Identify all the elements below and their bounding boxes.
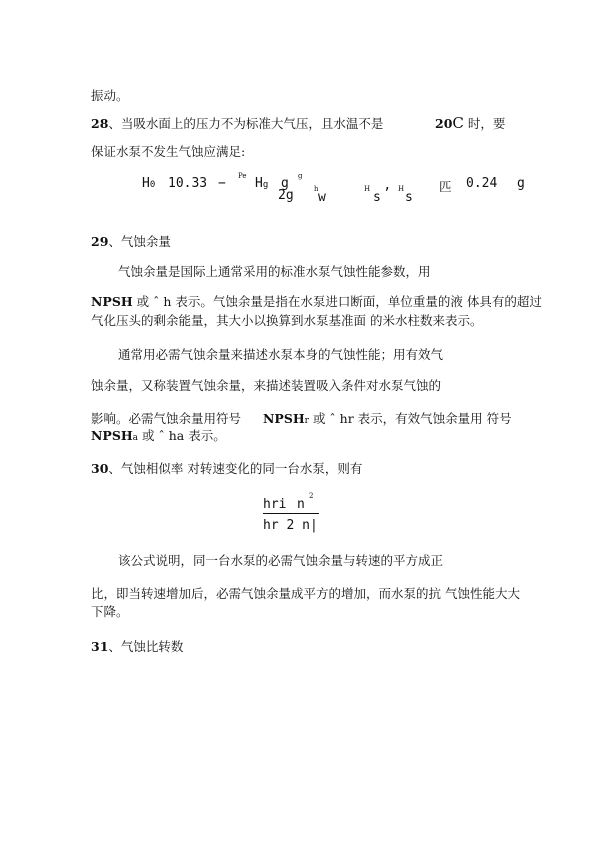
temperature-text — [435, 114, 505, 132]
formula-minus: − — [218, 176, 226, 191]
formula-s: s — [405, 190, 413, 205]
text-line: 蚀余量，又称装置气蚀余量，来描述装置吸入条件对水泵气蚀的 — [91, 378, 442, 393]
formula-comma: ’ — [383, 186, 391, 201]
formula-Hg: Hg — [255, 176, 269, 191]
formula-g: g — [281, 176, 289, 191]
section-number: 31 — [91, 639, 109, 654]
formula-constant: 10.33 — [168, 176, 208, 191]
formula-g-sup: g — [298, 172, 303, 180]
text-line: NPSHa 或 ˆ ha 表示。 — [91, 428, 226, 443]
formula-H0: H0 — [142, 176, 156, 191]
section-number: 28 — [91, 116, 109, 131]
section-29-heading — [91, 232, 171, 250]
text: 时，要 — [467, 116, 506, 131]
text-line: 下降。 — [91, 604, 129, 619]
formula-2g: 2g — [278, 188, 294, 203]
text-line: NPSHr 或 ˆ hr 表示，有效气蚀余量用 符号 — [263, 411, 512, 426]
section-title: 、气蚀比转数 — [108, 639, 184, 654]
fraction-line — [263, 513, 319, 514]
section-30-heading — [91, 459, 362, 477]
text-line: 气蚀余量是国际上通常采用的标准水泵气蚀性能参数，用 — [118, 264, 431, 279]
text-line: 影响。必需气蚀余量用符号 — [91, 411, 242, 426]
formula-pi-char: 匹 — [439, 179, 452, 194]
formula-s: s — [373, 190, 381, 205]
temperature-unit: C — [452, 114, 464, 132]
section-number: 29 — [91, 234, 109, 249]
formula-g: g — [517, 176, 525, 191]
text-line: 保证水泵不发生气蚀应满足: — [91, 144, 246, 159]
formula-value: 0.24 — [466, 176, 498, 191]
formula-numerator-right: n — [297, 497, 305, 512]
formula-denominator: hr 2 n| — [263, 518, 318, 533]
formula-Pe: Pe — [238, 172, 247, 180]
section-title: 、气蚀相似率 对转速变化的同一台水泵，则有 — [108, 461, 363, 476]
formula-w: w — [318, 190, 326, 205]
text-line: 气化压头的剩余能量，其大小以换算到水泵基准面 的米水柱数来表示。 — [91, 313, 483, 328]
text-line: 通常用必需气蚀余量来描述水泵本身的气蚀性能；用有效气 — [118, 347, 444, 362]
section-number: 30 — [91, 461, 109, 476]
text-line: 该公式说明，同一台水泵的必需气蚀余量与转速的平方成正 — [118, 553, 444, 568]
text-line: NPSH 或 ˆ h 表示。气蚀余量是指在水泵进口断面，单位重量的液 体具有的超过 — [91, 294, 542, 309]
formula-numerator-left: hri — [263, 497, 287, 512]
text: 、当吸水面上的压力不为标准大气压，且水温不是 — [108, 116, 384, 131]
formula-Hs-sup: H — [364, 185, 371, 193]
temperature-value: 20 — [435, 116, 453, 131]
text-line: 振动。 — [91, 88, 129, 103]
section-28-line — [91, 114, 383, 132]
formula-h-sup: h — [314, 185, 319, 193]
section-31-heading — [91, 637, 183, 655]
text-line: 比，即当转速增加后，必需气蚀余量成平方的增加，而水泵的抗 气蚀性能大大 — [91, 586, 520, 601]
formula-Hs-sup: H — [398, 185, 405, 193]
section-title: 、气蚀余量 — [108, 234, 171, 249]
formula-numerator-sup: 2 — [309, 492, 314, 500]
